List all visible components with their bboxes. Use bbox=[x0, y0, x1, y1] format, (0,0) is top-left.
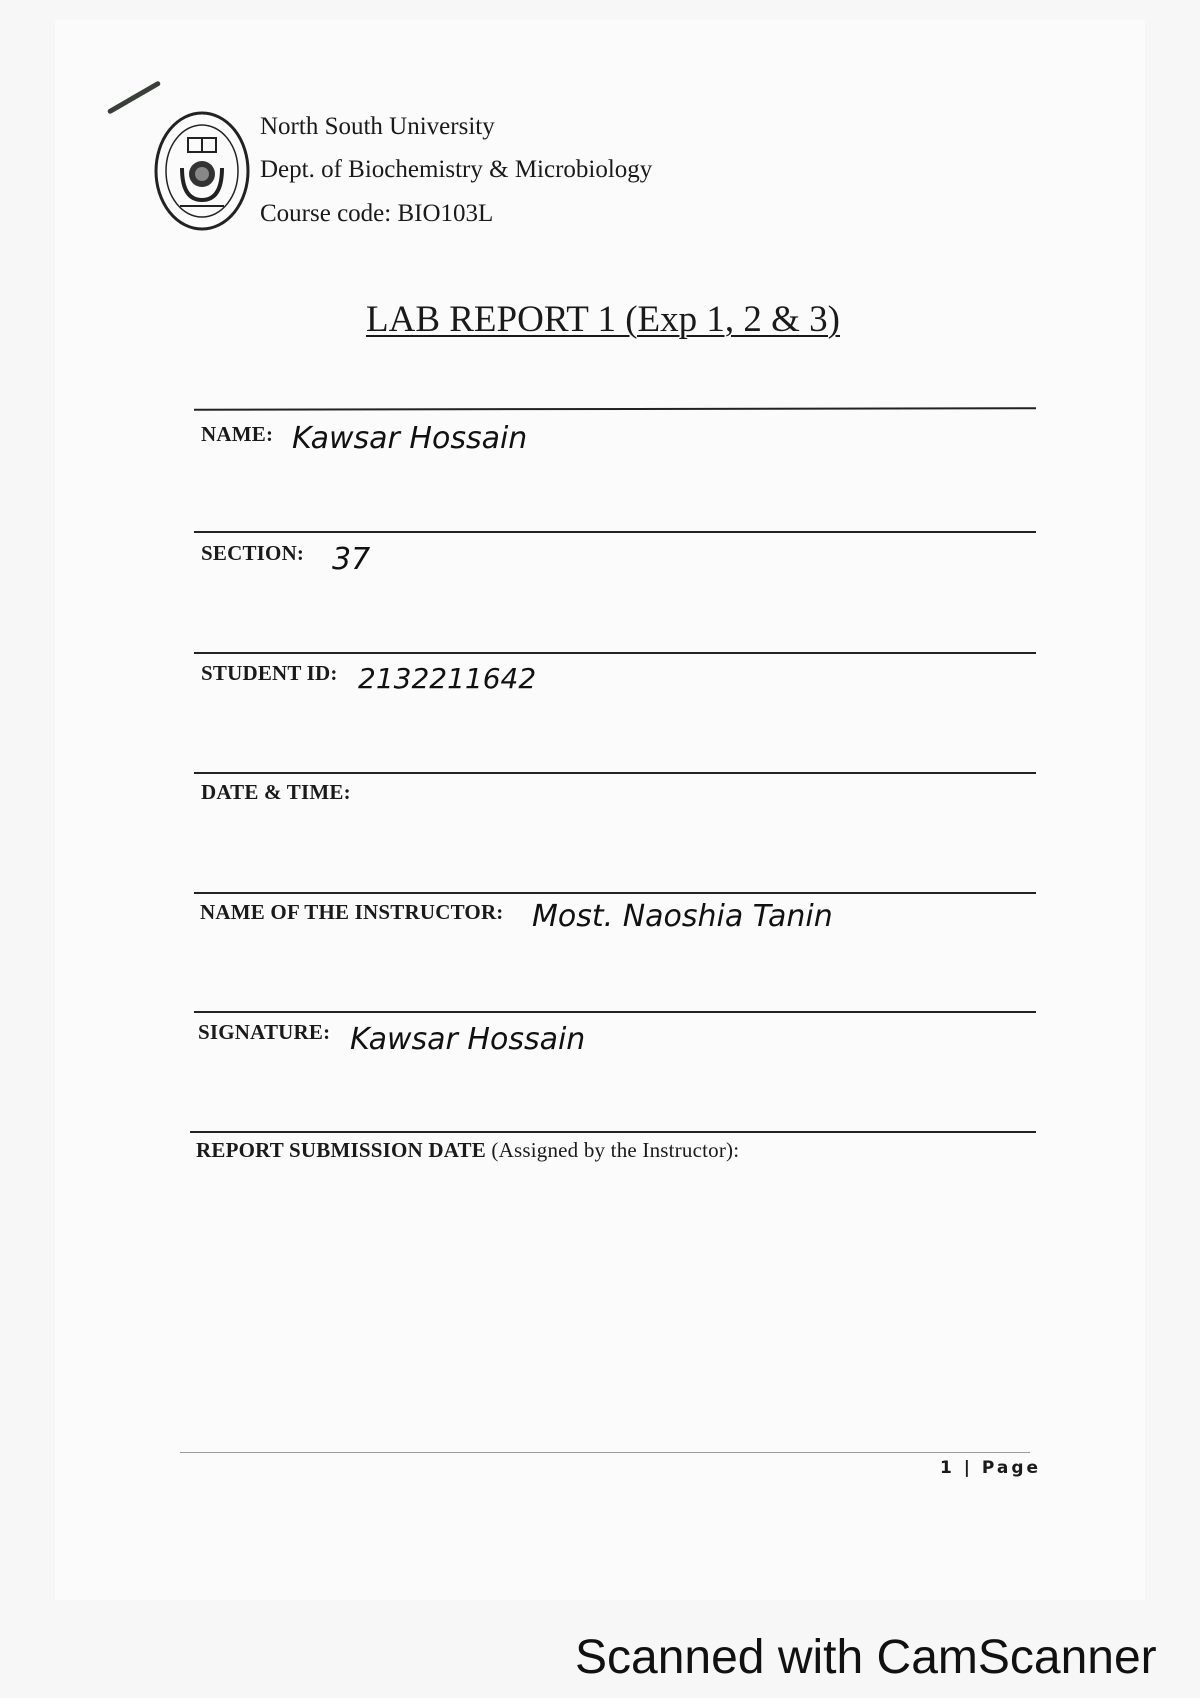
document-page bbox=[55, 20, 1145, 1600]
date-time-rule bbox=[194, 772, 1036, 774]
student-id-value[interactable]: 2132211642 bbox=[358, 662, 537, 695]
section-value[interactable]: 37 bbox=[332, 542, 371, 577]
university-name: North South University bbox=[260, 113, 495, 140]
course-code: Course code: BIO103L bbox=[260, 200, 494, 227]
student-id-rule bbox=[194, 652, 1036, 654]
submission-label bbox=[196, 1138, 739, 1163]
department-name: Dept. of Biochemistry & Microbiology bbox=[260, 156, 653, 183]
instructor-rule bbox=[194, 892, 1036, 894]
signature-rule bbox=[194, 1011, 1036, 1013]
camscanner-watermark: Scanned with CamScanner bbox=[575, 1631, 1157, 1684]
page-number: 1 | Page bbox=[940, 1458, 1042, 1478]
section-label: SECTION: bbox=[201, 541, 305, 565]
signature-label: SIGNATURE: bbox=[198, 1020, 331, 1044]
report-title: LAB REPORT 1 (Exp 1, 2 & 3) bbox=[366, 299, 840, 340]
university-seal-icon bbox=[152, 108, 252, 234]
student-id-label: STUDENT ID: bbox=[201, 661, 338, 685]
date-time-label: DATE & TIME: bbox=[201, 780, 351, 804]
signature-value[interactable]: Kawsar Hossain bbox=[350, 1022, 586, 1057]
section-rule bbox=[194, 531, 1036, 533]
name-value[interactable]: Kawsar Hossain bbox=[292, 421, 528, 456]
footer-rule bbox=[180, 1452, 1030, 1453]
submission-label-text: REPORT SUBMISSION DATE bbox=[196, 1138, 486, 1162]
instructor-label: NAME OF THE INSTRUCTOR: bbox=[200, 900, 504, 924]
submission-note: (Assigned by the Instructor): bbox=[491, 1138, 740, 1162]
submission-rule bbox=[190, 1131, 1036, 1133]
instructor-value[interactable]: Most. Naoshia Tanin bbox=[532, 899, 833, 934]
name-label: NAME: bbox=[201, 422, 274, 446]
